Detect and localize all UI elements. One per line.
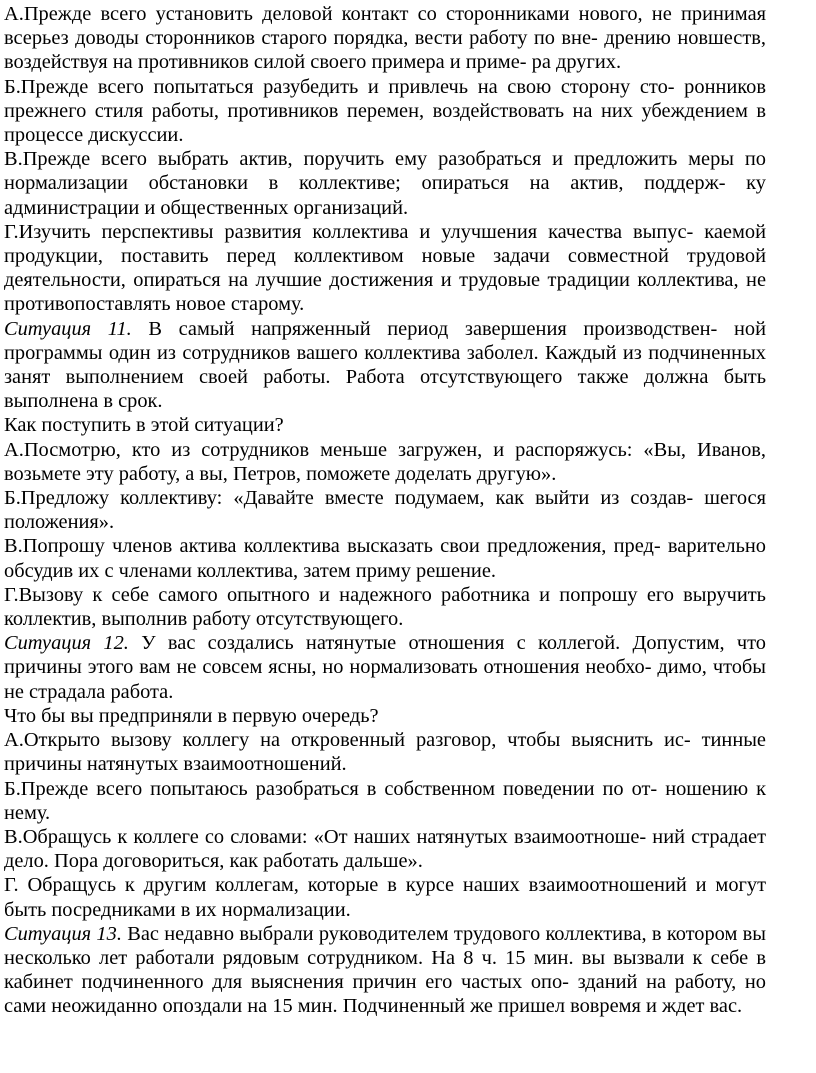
situation-heading: Ситуация 12. [4, 632, 129, 655]
paragraph-text: Вас недавно выбрали руководителем трудового коллектива, в котором вы несколько лет работали рядовым сотрудником. На 8 ч. 15 мин. вы вызвали к себе в кабинет подчиненного для выяснения причин его частых опо- зданий на работу, но сами неожиданно опоздали на 15 мин. Подчиненный же пришел вовремя и ждет вас. [4, 922, 766, 1018]
question-paragraph [4, 704, 766, 728]
option-a-paragraph [4, 2, 766, 75]
option-b-paragraph [4, 777, 766, 825]
paragraph-text: В.Попрошу членов актива коллектива высказать свои предложения, пред- варительно обсудив их с членами коллектива, затем приму решение. [4, 535, 766, 582]
paragraph-text: Б.Прежде всего попытаюсь разобраться в собственном поведении по от- ношению к нему. [4, 777, 766, 824]
paragraph-text: А.Посмотрю, кто из сотрудников меньше загружен, и распоряжусь: «Вы, Иванов, возьмете эту работу, а вы, Петров, поможете доделать другую». [4, 438, 766, 485]
paragraph-text: Г. Обращусь к другим коллегам, которые в курсе наших взаимоотношений и могут быть посредниками в их нормализации. [4, 874, 766, 921]
situation-heading: Ситуация 11. [4, 317, 132, 340]
option-g-paragraph [4, 583, 766, 631]
paragraph-text: Что бы вы предприняли в первую очередь? [4, 704, 379, 727]
option-b-paragraph [4, 75, 766, 148]
option-b-paragraph [4, 486, 766, 534]
paragraph-text: Как поступить в этой ситуации? [4, 414, 284, 437]
situation-heading: Ситуация 13. [4, 922, 122, 945]
paragraph-text: Б.Прежде всего попытаться разубедить и привлечь на свою сторону сто- ронников прежнего стиля работы, противников перемен, воздействовать на них убеждением в процессе дискуссии. [4, 75, 766, 147]
option-v-paragraph [4, 534, 766, 582]
option-a-paragraph [4, 438, 766, 486]
paragraph-text: Г.Вызову к себе самого опытного и надежного работника и попрошу его выручить коллектив, выполнив работу отсутствующего. [4, 583, 766, 631]
situation-11-paragraph [4, 317, 766, 414]
option-v-paragraph [4, 147, 766, 220]
option-a-paragraph [4, 728, 766, 776]
paragraph-text: В самый напряженный период завершения производствен- ной программы один из сотрудников вашего коллектива заболел. Каждый из подчиненных занят выполнением своей работы. Работа отсутствующего также должна быть выполнена в срок. [4, 317, 767, 413]
paragraph-text: Б.Предложу коллективу: «Давайте вместе подумаем, как выйти из создав- шегося положения». [4, 487, 766, 534]
paragraph-text: В.Обращусь к коллеге со словами: «От наших натянутых взаимоотноше- ний страдает дело. Пора договориться, как работать дальше». [4, 825, 766, 873]
option-g-paragraph [4, 220, 766, 317]
paragraph-text: В.Прежде всего выбрать актив, поручить ему разобраться и предложить меры по нормализации обстановки в коллективе; опираться на актив, поддерж- ку администрации и общественных организаций. [4, 148, 766, 219]
situation-12-paragraph [4, 631, 766, 704]
paragraph-text: А.Открыто вызову коллегу на откровенный разговор, чтобы выяснить ис- тинные причины натянутых взаимоотношений. [4, 729, 766, 776]
question-paragraph [4, 413, 766, 437]
option-g-paragraph [4, 873, 766, 921]
paragraph-text: У вас создались натянутые отношения с коллегой. Допустим, что причины этого вам не совсем ясны, но нормализовать отношения необхо- димо, чтобы не страдала работа. [4, 632, 766, 703]
situation-13-paragraph [4, 922, 766, 1019]
paragraph-text: Г.Изучить перспективы развития коллектива и улучшения качества выпус- каемой продукции, поставить перед коллективом новые задачи совместной трудовой деятельности, опираться на лучшие достижения и трудовые традиции коллектива, не противопоставлять новое старому. [4, 220, 766, 316]
paragraph-text: А.Прежде всего установить деловой контакт со сторонниками нового, не принимая всерьез доводы сторонников старого порядка, вести работу по вне- дрению новшеств, воздействуя на противников силой своего примера и приме- ра других. [4, 3, 766, 74]
option-v-paragraph [4, 825, 766, 873]
